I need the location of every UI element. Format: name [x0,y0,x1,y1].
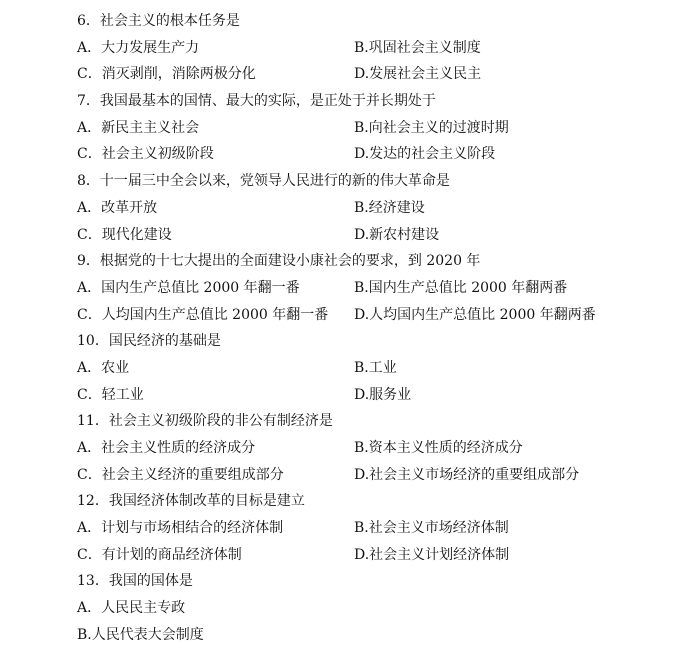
option-c: C．现代化建设 [77,226,172,243]
question-9-options-row-1 [0,275,690,302]
option-b: B.巩固社会主义制度 [354,39,481,56]
clipped-previous-line [0,0,690,8]
question-13-option-b-row [0,622,690,649]
question-11-options-row-2 [0,462,690,489]
option-a: A．人民民主专政 [77,600,186,617]
option-a: A．社会主义性质的经济成分 [77,440,256,456]
option-c: C．社会主义经济的重要组成部分 [77,466,284,483]
option-a: A．改革开放 [77,199,158,216]
question-13-option-a-row [0,595,690,622]
option-a: A．国内生产总值比 2000 年翻一番 [77,279,300,296]
question-8-options-row-2 [0,222,690,249]
option-c: C．轻工业 [77,386,144,403]
option-d: D.社会主义计划经济体制 [354,546,510,563]
option-d: D.服务业 [354,386,412,403]
question-10-options-row-1 [0,355,690,382]
option-d: D.人均国内生产总值比 2000 年翻两番 [354,306,596,323]
question-12-stem: 12．我国经济体制改革的目标是建立 [77,493,305,510]
option-c: C．社会主义初级阶段 [77,146,214,163]
option-b: B.社会主义市场经济体制 [354,520,509,537]
question-10-stem: 10．国民经济的基础是 [77,333,221,350]
question-11-options-row-1 [0,435,690,462]
question-7-options-row-2 [0,141,690,168]
option-b: B.国内生产总值比 2000 年翻两番 [354,279,568,296]
option-c: C．人均国内生产总值比 2000 年翻一番 [77,306,329,323]
question-9-stem: 9．根据党的十七大提出的全面建设小康社会的要求，到 2020 年 [77,253,481,270]
option-a: A．农业 [77,359,130,376]
option-b: B.人民代表大会制度 [77,626,204,643]
question-7-stem: 7．我国最基本的国情、最大的实际，是正处于并长期处于 [77,93,436,110]
question-8-stem: 8．十一届三中全会以来，党领导人民进行的新的伟大革命是 [77,173,450,190]
question-13-stem: 13．我国的国体是 [77,573,193,590]
question-8-options-row-1 [0,195,690,222]
option-c: C．消灭剥削，消除两极分化 [77,66,256,83]
question-12-options-row-1 [0,515,690,542]
question-10-options-row-2 [0,382,690,409]
option-d: D.发展社会主义民主 [354,66,482,83]
option-d: D.发达的社会主义阶段 [354,146,496,163]
question-12-options-row-2 [0,542,690,569]
question-9-options-row-2 [0,302,690,329]
option-c: C．有计划的商品经济体制 [77,546,242,563]
option-a: A．大力发展生产力 [77,39,200,56]
question-7-options-row-1 [0,115,690,142]
option-b: B.工业 [354,359,397,376]
question-6-options-row-2 [0,61,690,88]
question-6-options-row-1 [0,35,690,62]
option-d: D.社会主义市场经济的重要组成部分 [354,466,580,483]
option-b: B.经济建设 [354,199,425,216]
option-b: B.向社会主义的过渡时期 [354,119,509,136]
option-b: B.资本主义性质的经济成分 [354,440,523,456]
question-11-stem: 11．社会主义初级阶段的非公有制经济是 [77,413,333,430]
option-d: D.新农村建设 [354,226,440,243]
question-6-stem: 6．社会主义的根本任务是 [77,13,240,29]
option-a: A．计划与市场相结合的经济体制 [77,520,284,537]
option-a: A．新民主主义社会 [77,119,200,136]
